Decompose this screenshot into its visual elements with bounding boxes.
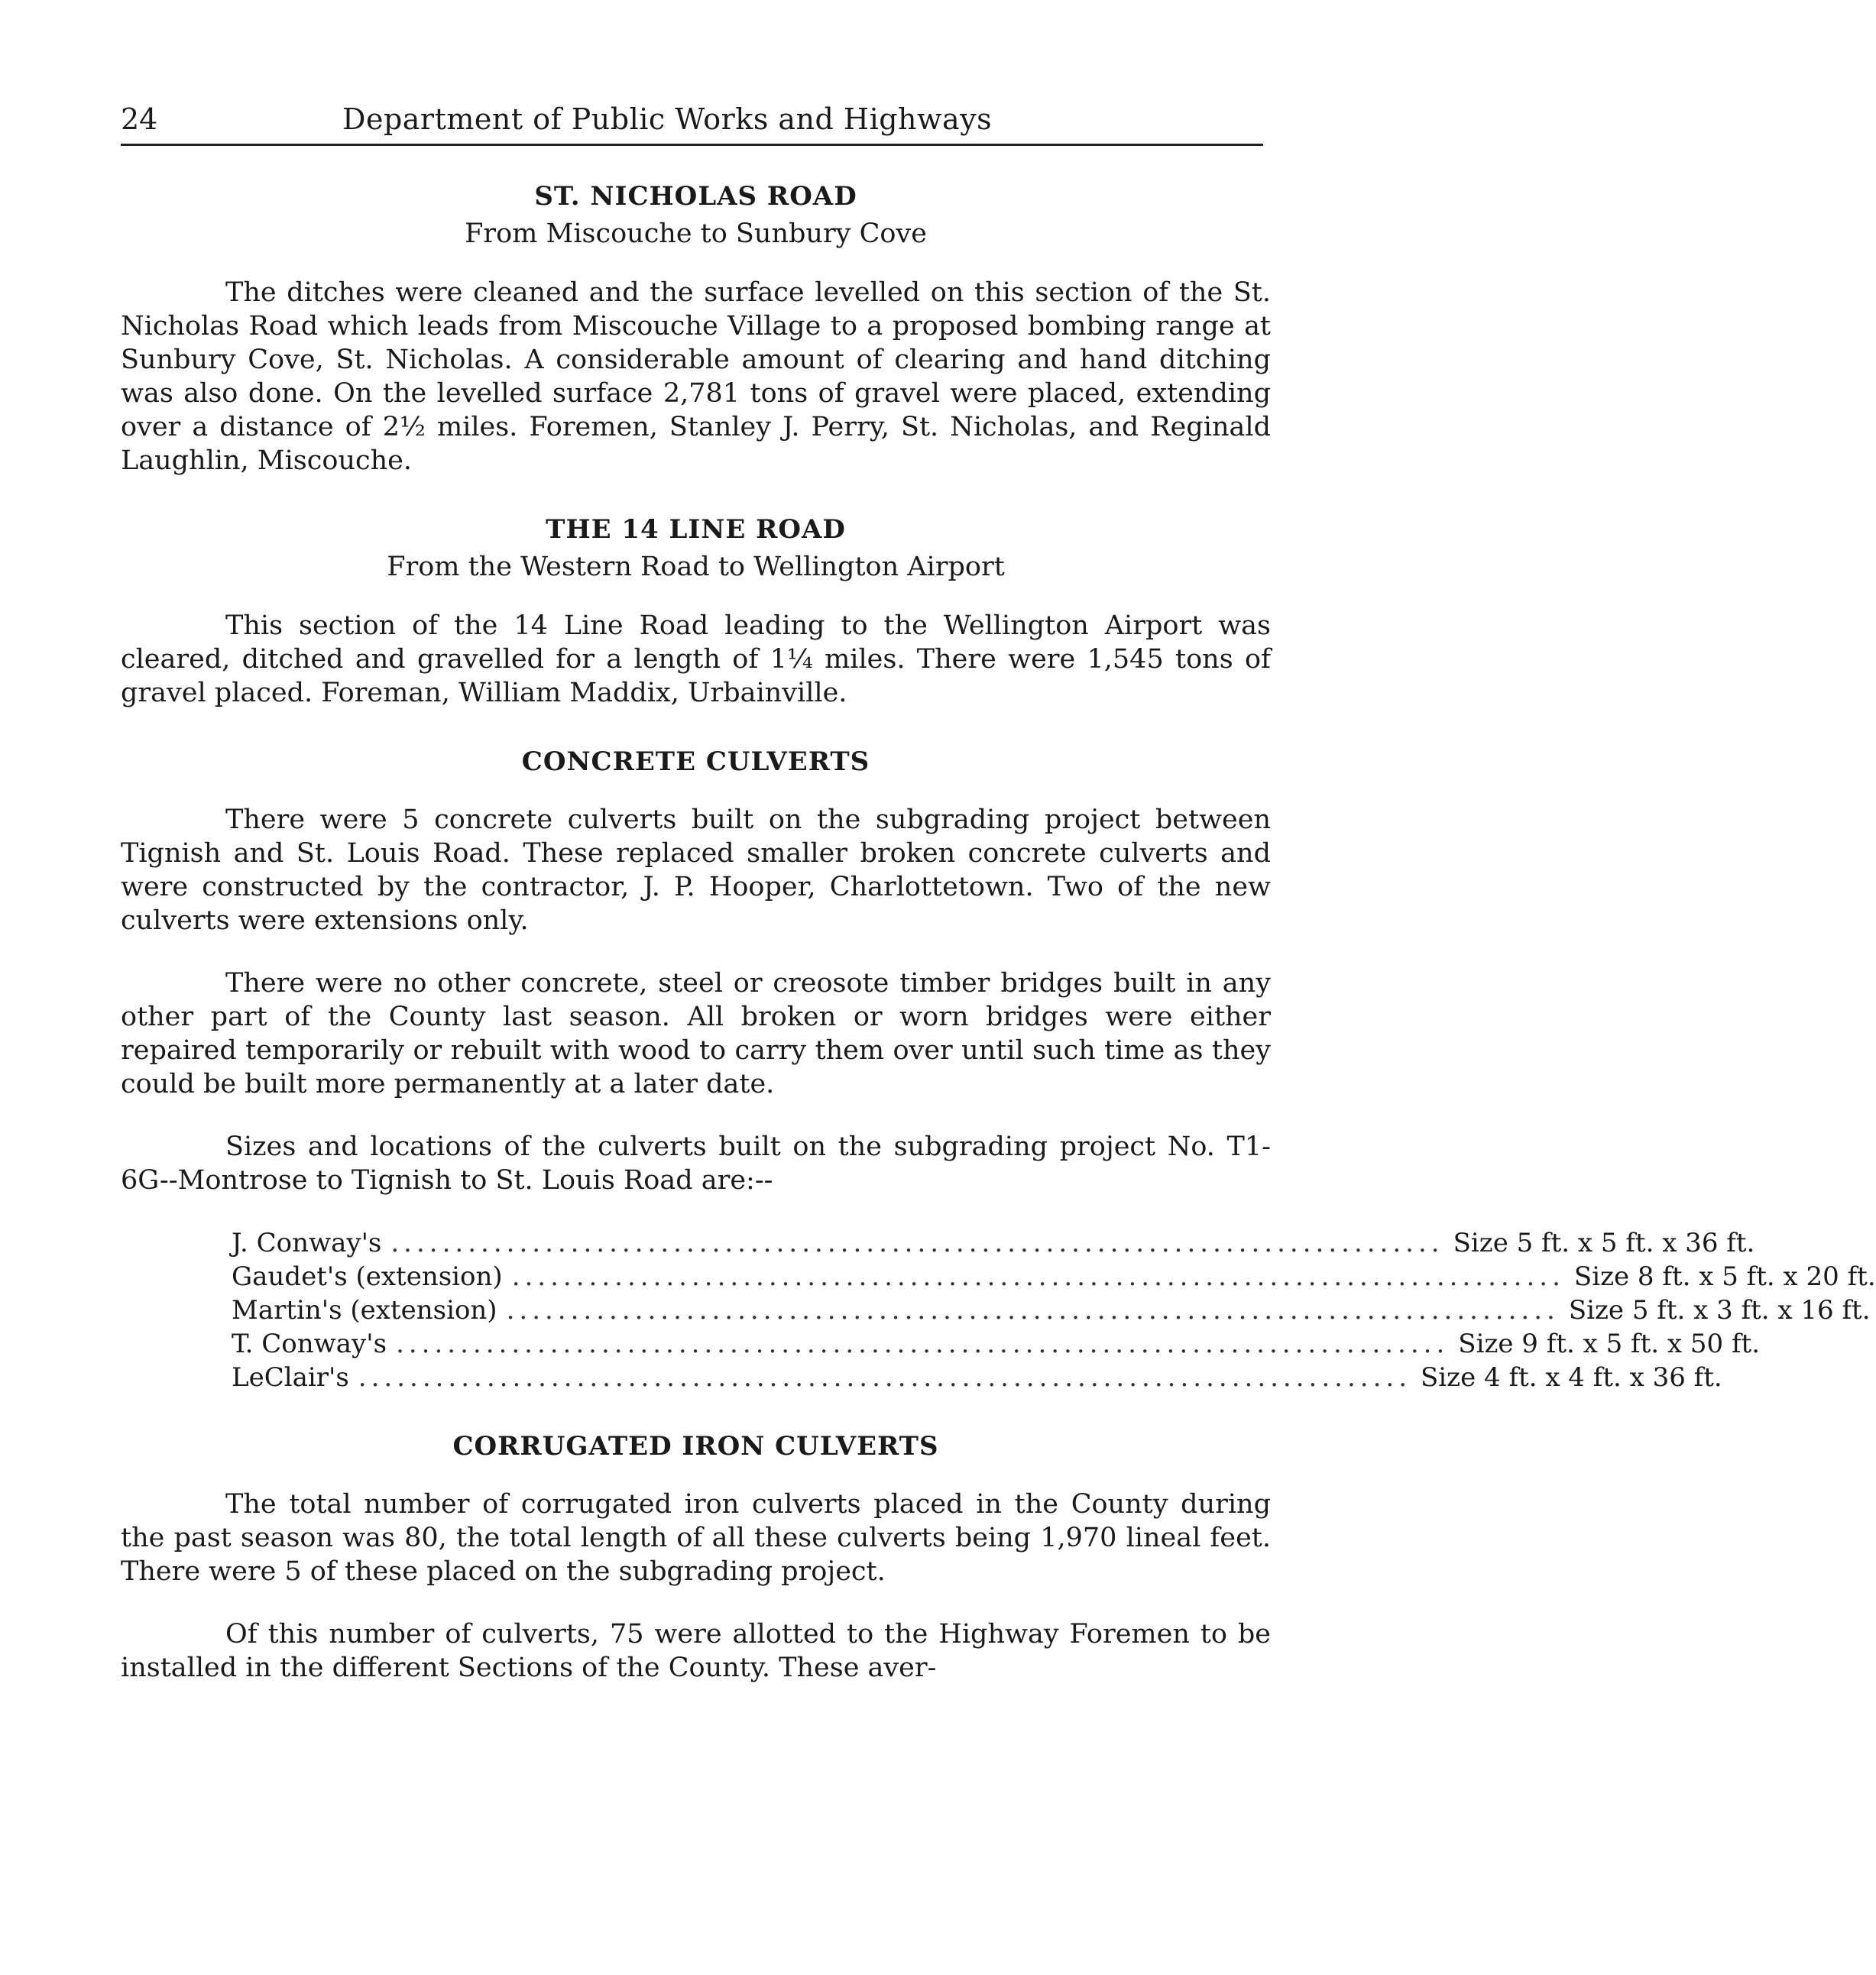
page-header	[121, 98, 1263, 146]
paragraph-concrete-culverts-2: There were no other concrete, steel or creosote timber bridges built in any other part of the County last season. All broken or worn bridges were either repaired temporarily or rebuilt with wood to carry them over until such time as they could be built more permanently at a later date.	[121, 968, 1271, 1099]
culvert-row	[232, 1260, 1876, 1293]
dot-leader: ..................................................................................	[390, 1228, 1444, 1258]
culvert-location: T. Conway's	[232, 1329, 387, 1359]
section-title-concrete-culverts: CONCRETE CULVERTS	[521, 746, 870, 777]
culvert-size-list	[232, 1226, 1876, 1394]
page-body	[121, 180, 1876, 1685]
section-title-14-line-road: THE 14 LINE ROAD	[546, 514, 846, 545]
culvert-location: LeClair's	[232, 1362, 349, 1393]
culvert-row	[232, 1226, 1755, 1260]
dot-leader: ..................................................................................	[511, 1261, 1565, 1292]
culvert-size: Size 9 ft. x 5 ft. x 50 ft.	[1458, 1329, 1760, 1359]
culvert-row	[232, 1361, 1722, 1394]
culvert-size: Size 5 ft. x 3 ft. x 16 ft.	[1568, 1295, 1871, 1326]
section-title-st-nicholas-road: ST. NICHOLAS ROAD	[534, 181, 857, 212]
section-subtitle-st-nicholas-road: From Miscouche to Sunbury Cove	[465, 219, 927, 249]
section-subtitle-14-line-road: From the Western Road to Wellington Airport	[387, 552, 1005, 582]
paragraph-corrugated-iron-culverts-1: The total number of corrugated iron culverts placed in the County during the past season was 80, the total length of all these culverts being 1,970 lineal feet. There were 5 of these placed on the subgrading project.	[121, 1489, 1271, 1587]
paragraph-concrete-culverts-3: Sizes and locations of the culverts built on the subgrading project No. T1-6G--Montrose to Tignish to St. Louis Road are:--	[121, 1132, 1271, 1196]
culvert-size: Size 8 ft. x 5 ft. x 20 ft.	[1573, 1261, 1876, 1292]
paragraph-st-nicholas-road: The ditches were cleaned and the surface levelled on this section of the St. Nicholas Road which leads from Miscouche Village to a proposed bombing range at Sunbury Cove, St. Nicholas. A considerable amount of clearing and hand ditching was also done. On the levelled surface 2,781 tons of gravel were placed, extending over a distance of 2½ miles. Foremen, Stanley J. Perry, St. Nicholas, and Reginald Laughlin, Miscouche.	[121, 277, 1271, 476]
running-head: Department of Public Works and Highways	[342, 102, 993, 136]
dot-leader: ..................................................................................	[396, 1329, 1450, 1359]
culvert-location: Gaudet's (extension)	[232, 1261, 503, 1292]
culvert-row	[232, 1327, 1760, 1361]
paragraph-corrugated-iron-culverts-2: Of this number of culverts, 75 were allotted to the Highway Foremen to be installed in the different Sections of the County. These aver-	[121, 1619, 1271, 1683]
culvert-size: Size 4 ft. x 4 ft. x 36 ft.	[1421, 1362, 1722, 1393]
culvert-location: Martin's (extension)	[232, 1295, 497, 1326]
section-title-corrugated-iron-culverts: CORRUGATED IRON CULVERTS	[452, 1431, 939, 1462]
paragraph-14-line-road: This section of the 14 Line Road leading to the Wellington Airport was cleared, ditched and gravelled for a length of 1¼ miles. There were 1,545 tons of gravel placed. Foreman, William Maddix, Urbainville.	[121, 610, 1271, 708]
page-number: 24	[121, 102, 158, 136]
culvert-location: J. Conway's	[232, 1228, 382, 1258]
culvert-row	[232, 1293, 1871, 1327]
paragraph-concrete-culverts-1: There were 5 concrete culverts built on the subgrading project between Tignish and St. Louis Road. These replaced smaller broken concrete culverts and were constructed by the contractor, J. P. Hooper, Charlottetown. Two of the new culverts were extensions only.	[121, 805, 1271, 936]
dot-leader: ..................................................................................	[506, 1295, 1560, 1326]
dot-leader: ..................................................................................	[358, 1362, 1412, 1393]
culvert-size: Size 5 ft. x 5 ft. x 36 ft.	[1453, 1228, 1755, 1258]
